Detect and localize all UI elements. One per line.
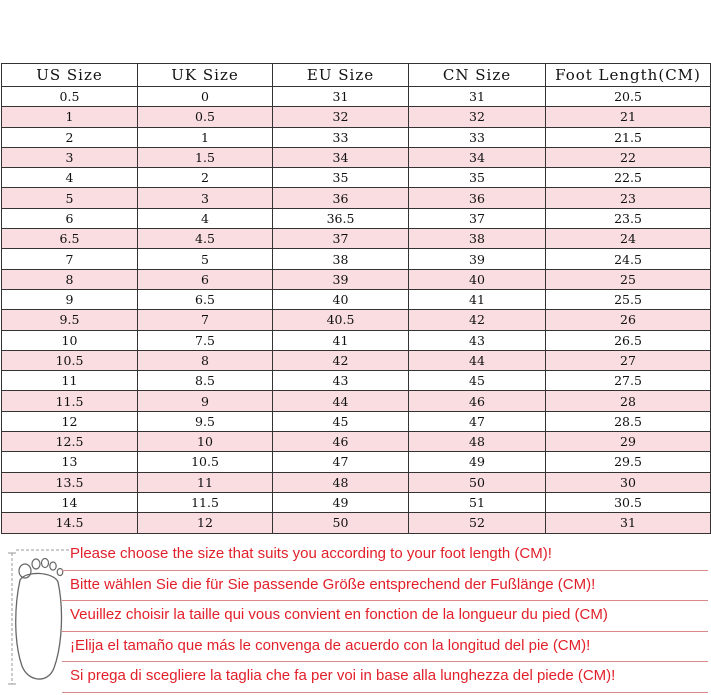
cell-uk-size: 0.5 — [138, 107, 273, 127]
cell-uk-size: 8 — [138, 350, 273, 370]
cell-us-size: 12.5 — [2, 432, 138, 452]
cell-eu-size: 47 — [273, 452, 409, 472]
cell-cn-size: 49 — [409, 452, 546, 472]
cell-foot-length: 30 — [546, 472, 711, 492]
cell-foot-length: 23 — [546, 188, 711, 208]
cell-uk-size: 2 — [138, 168, 273, 188]
header-cn-size: CN Size — [409, 64, 546, 87]
cell-cn-size: 40 — [409, 269, 546, 289]
table-row — [2, 107, 711, 127]
table-row — [2, 168, 711, 188]
cell-us-size: 13.5 — [2, 472, 138, 492]
cell-us-size: 2 — [2, 127, 138, 147]
cell-cn-size: 46 — [409, 391, 546, 411]
cell-eu-size: 48 — [273, 472, 409, 492]
cell-eu-size: 38 — [273, 249, 409, 269]
cell-eu-size: 44 — [273, 391, 409, 411]
cell-eu-size: 45 — [273, 411, 409, 431]
cell-us-size: 10.5 — [2, 350, 138, 370]
cell-eu-size: 41 — [273, 330, 409, 350]
cell-foot-length: 31 — [546, 513, 711, 533]
size-chart-table — [1, 63, 711, 534]
cell-uk-size: 8.5 — [138, 371, 273, 391]
table-row — [2, 289, 711, 309]
cell-uk-size: 10.5 — [138, 452, 273, 472]
table-row — [2, 330, 711, 350]
cell-foot-length: 29 — [546, 432, 711, 452]
cell-eu-size: 33 — [273, 127, 409, 147]
cell-cn-size: 50 — [409, 472, 546, 492]
cell-us-size: 4 — [2, 168, 138, 188]
table-row — [2, 87, 711, 107]
table-header-row — [2, 64, 711, 87]
cell-uk-size: 0 — [138, 87, 273, 107]
table-row — [2, 432, 711, 452]
cell-eu-size: 40 — [273, 289, 409, 309]
foot-outline-icon — [8, 548, 70, 688]
cell-foot-length: 26 — [546, 310, 711, 330]
cell-cn-size: 33 — [409, 127, 546, 147]
cell-uk-size: 3 — [138, 188, 273, 208]
cell-foot-length: 22.5 — [546, 168, 711, 188]
cell-foot-length: 21.5 — [546, 127, 711, 147]
table-row — [2, 492, 711, 512]
cell-foot-length: 24.5 — [546, 249, 711, 269]
cell-foot-length: 28.5 — [546, 411, 711, 431]
cell-cn-size: 37 — [409, 208, 546, 228]
cell-cn-size: 34 — [409, 147, 546, 167]
cell-eu-size: 49 — [273, 492, 409, 512]
cell-uk-size: 1.5 — [138, 147, 273, 167]
table-row — [2, 411, 711, 431]
cell-us-size: 9.5 — [2, 310, 138, 330]
cell-uk-size: 6.5 — [138, 289, 273, 309]
cell-us-size: 7 — [2, 249, 138, 269]
table-row — [2, 229, 711, 249]
cell-uk-size: 4 — [138, 208, 273, 228]
cell-us-size: 11.5 — [2, 391, 138, 411]
cell-uk-size: 1 — [138, 127, 273, 147]
cell-cn-size: 39 — [409, 249, 546, 269]
cell-uk-size: 6 — [138, 269, 273, 289]
cell-eu-size: 40.5 — [273, 310, 409, 330]
cell-us-size: 12 — [2, 411, 138, 431]
cell-cn-size: 44 — [409, 350, 546, 370]
cell-us-size: 0.5 — [2, 87, 138, 107]
cell-eu-size: 34 — [273, 147, 409, 167]
table-row — [2, 513, 711, 533]
header-uk-size: UK Size — [138, 64, 273, 87]
table-row — [2, 208, 711, 228]
cell-us-size: 5 — [2, 188, 138, 208]
cell-foot-length: 20.5 — [546, 87, 711, 107]
cell-us-size: 9 — [2, 289, 138, 309]
cell-us-size: 10 — [2, 330, 138, 350]
cell-cn-size: 36 — [409, 188, 546, 208]
header-eu-size: EU Size — [273, 64, 409, 87]
cell-eu-size: 35 — [273, 168, 409, 188]
cell-eu-size: 37 — [273, 229, 409, 249]
table-row — [2, 452, 711, 472]
cell-uk-size: 7 — [138, 310, 273, 330]
cell-us-size: 3 — [2, 147, 138, 167]
cell-eu-size: 36.5 — [273, 208, 409, 228]
cell-foot-length: 28 — [546, 391, 711, 411]
note-german: Bitte wählen Sie die für Sie passende Größe entsprechend der Fußlänge (CM)! — [62, 571, 708, 602]
cell-uk-size: 11.5 — [138, 492, 273, 512]
cell-foot-length: 25 — [546, 269, 711, 289]
table-row — [2, 147, 711, 167]
table-body — [2, 87, 711, 534]
cell-us-size: 6.5 — [2, 229, 138, 249]
cell-foot-length: 27 — [546, 350, 711, 370]
cell-foot-length: 22 — [546, 147, 711, 167]
cell-cn-size: 43 — [409, 330, 546, 350]
cell-uk-size: 12 — [138, 513, 273, 533]
cell-foot-length: 24 — [546, 229, 711, 249]
cell-foot-length: 23.5 — [546, 208, 711, 228]
table-row — [2, 269, 711, 289]
cell-cn-size: 51 — [409, 492, 546, 512]
cell-uk-size: 7.5 — [138, 330, 273, 350]
table-row — [2, 310, 711, 330]
cell-cn-size: 47 — [409, 411, 546, 431]
cell-foot-length: 21 — [546, 107, 711, 127]
cell-foot-length: 26.5 — [546, 330, 711, 350]
cell-cn-size: 48 — [409, 432, 546, 452]
size-instructions — [62, 540, 708, 693]
note-french: Veuillez choisir la taille qui vous convient en fonction de la longueur du pied (CM) — [62, 601, 708, 632]
cell-us-size: 8 — [2, 269, 138, 289]
cell-eu-size: 39 — [273, 269, 409, 289]
cell-uk-size: 5 — [138, 249, 273, 269]
cell-us-size: 6 — [2, 208, 138, 228]
table-row — [2, 249, 711, 269]
cell-us-size: 14.5 — [2, 513, 138, 533]
cell-uk-size: 10 — [138, 432, 273, 452]
cell-us-size: 11 — [2, 371, 138, 391]
cell-eu-size: 43 — [273, 371, 409, 391]
table-row — [2, 472, 711, 492]
cell-eu-size: 32 — [273, 107, 409, 127]
cell-cn-size: 45 — [409, 371, 546, 391]
cell-cn-size: 42 — [409, 310, 546, 330]
cell-cn-size: 52 — [409, 513, 546, 533]
table-row — [2, 391, 711, 411]
table-row — [2, 188, 711, 208]
table-row — [2, 350, 711, 370]
cell-uk-size: 11 — [138, 472, 273, 492]
note-italian: Si prega di scegliere la taglia che fa per voi in base alla lunghezza del piede (CM)! — [62, 662, 708, 693]
cell-us-size: 14 — [2, 492, 138, 512]
cell-foot-length: 27.5 — [546, 371, 711, 391]
cell-foot-length: 29.5 — [546, 452, 711, 472]
cell-cn-size: 32 — [409, 107, 546, 127]
cell-cn-size: 31 — [409, 87, 546, 107]
cell-eu-size: 36 — [273, 188, 409, 208]
note-english: Please choose the size that suits you according to your foot length (CM)! — [62, 540, 708, 571]
header-foot-length: Foot Length(CM) — [546, 64, 711, 87]
table-row — [2, 127, 711, 147]
cell-eu-size: 31 — [273, 87, 409, 107]
note-spanish: ¡Elija el tamaño que más le convenga de acuerdo con la longitud del pie (CM)! — [62, 632, 708, 663]
cell-us-size: 13 — [2, 452, 138, 472]
cell-cn-size: 38 — [409, 229, 546, 249]
header-us-size: US Size — [2, 64, 138, 87]
cell-us-size: 1 — [2, 107, 138, 127]
cell-uk-size: 4.5 — [138, 229, 273, 249]
cell-cn-size: 41 — [409, 289, 546, 309]
cell-foot-length: 30.5 — [546, 492, 711, 512]
cell-uk-size: 9 — [138, 391, 273, 411]
cell-eu-size: 46 — [273, 432, 409, 452]
cell-uk-size: 9.5 — [138, 411, 273, 431]
cell-foot-length: 25.5 — [546, 289, 711, 309]
cell-eu-size: 50 — [273, 513, 409, 533]
cell-cn-size: 35 — [409, 168, 546, 188]
table-row — [2, 371, 711, 391]
cell-eu-size: 42 — [273, 350, 409, 370]
